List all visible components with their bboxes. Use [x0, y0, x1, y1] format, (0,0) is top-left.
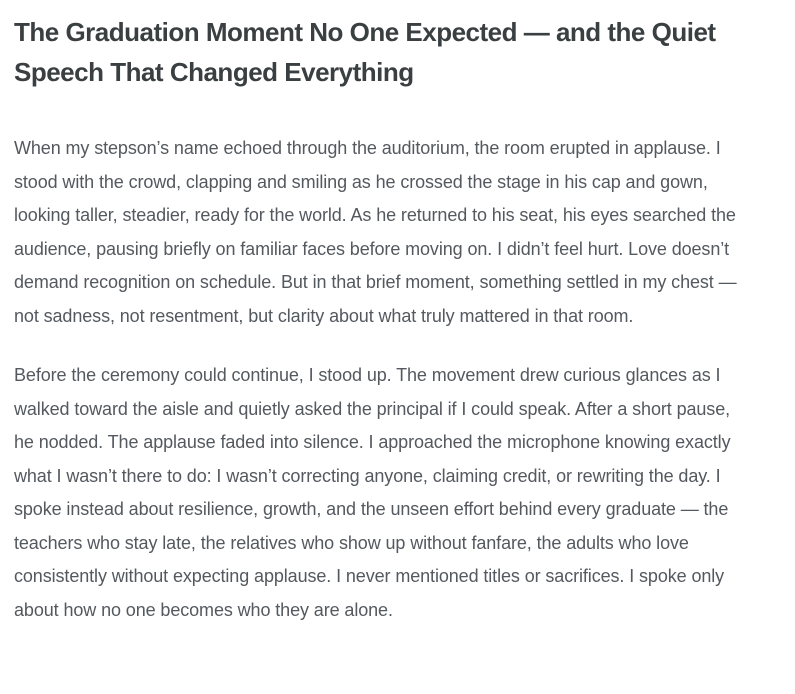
article	[14, 12, 781, 627]
article-paragraph-2: Before the ceremony could continue, I stood up. The movement drew curious glances as I walked toward the aisle and quietly asked the principal if I could speak. After a short pause, he nodded. The applause faded into silence. I approached the microphone knowing exactly what I wasn’t there to do: I wasn’t correcting anyone, claiming credit, or rewriting the day. I spoke instead about resilience, growth, and the unseen effort behind every graduate — the teachers who stay late, the relatives who show up without fanfare, the adults who love consistently without expecting applause. I never mentioned titles or sacrifices. I spoke only about how no one becomes who they are alone.	[14, 365, 731, 620]
article-paragraph-1: When my stepson’s name echoed through the auditorium, the room erupted in applause. I stood with the crowd, clapping and smiling as he crossed the stage in his cap and gown, looking taller, steadier, ready for the world. As he returned to his seat, his eyes searched the audience, pausing briefly on familiar faces before moving on. I didn’t feel hurt. Love doesn’t demand recognition on schedule. But in that brief moment, something settled in my chest — not sadness, not resentment, but clarity about what truly mattered in that room.	[14, 138, 737, 326]
page-title: The Graduation Moment No One Expected — and the Quiet Speech That Changed Everything	[14, 17, 716, 87]
